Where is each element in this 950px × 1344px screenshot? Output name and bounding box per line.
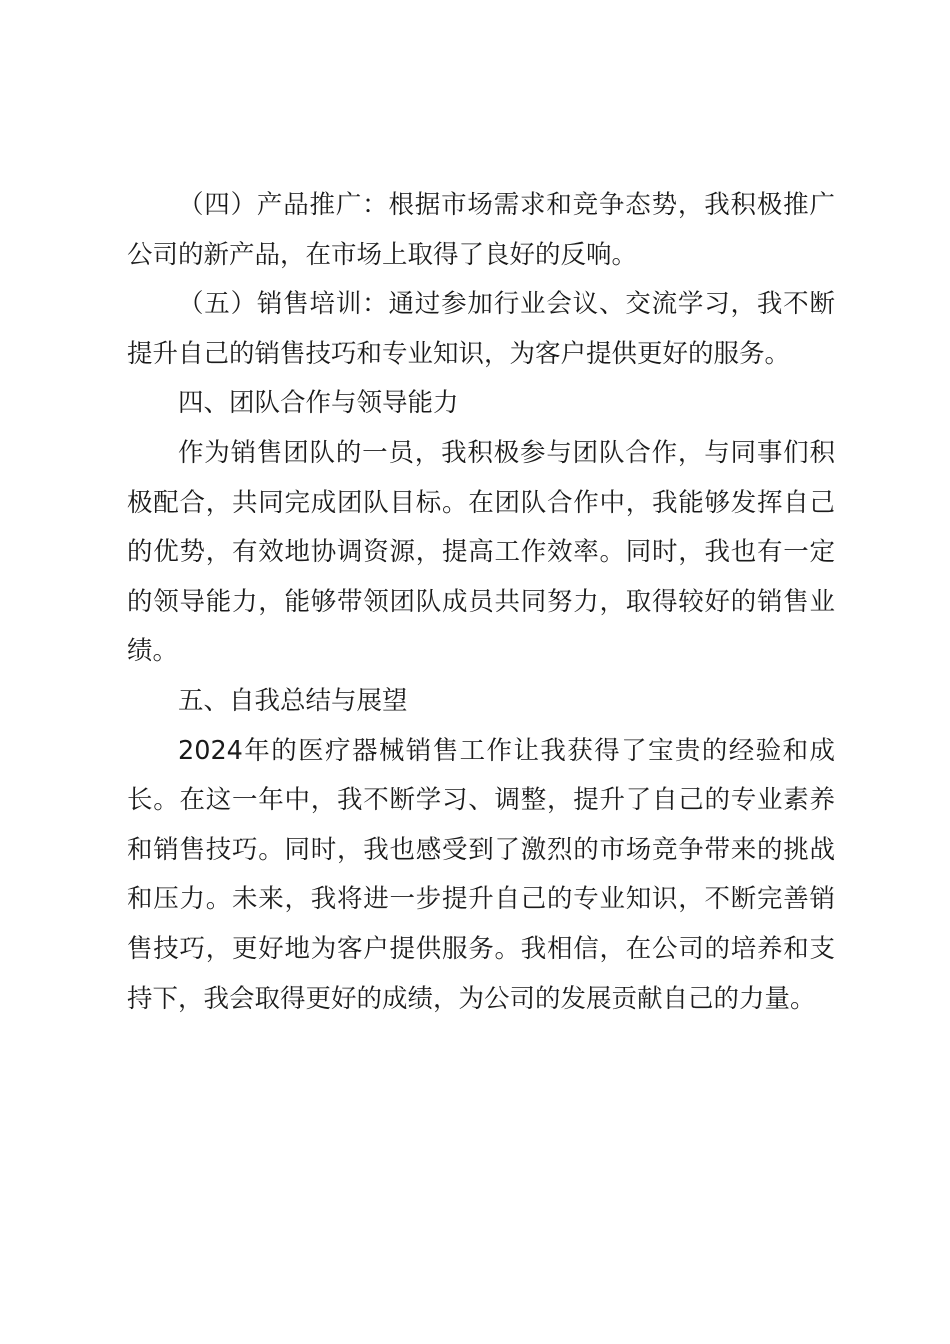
paragraph-sales-training: （五）销售培训：通过参加行业会议、交流学习，我不断提升自己的销售技巧和专业知识，为客户提供更好的服务。	[127, 289, 835, 369]
document-page	[127, 181, 835, 1024]
section-heading-summary: 五、自我总结与展望	[178, 685, 408, 716]
section-heading-teamwork: 四、团队合作与领导能力	[178, 388, 459, 419]
paragraph-product-promotion: （四）产品推广：根据市场需求和竞争态势，我积极推广公司的新产品，在市场上取得了良好的反响。	[127, 190, 835, 270]
paragraph-teamwork: 作为销售团队的一员，我积极参与团队合作，与同事们积极配合，共同完成团队目标。在团队合作中，我能够发挥自己的优势，有效地协调资源，提高工作效率。同时，我也有一定的领导能力，能够带领团队成员共同努力，取得较好的销售业绩。	[127, 437, 835, 667]
paragraph-summary: 2024年的医疗器械销售工作让我获得了宝贵的经验和成长。在这一年中，我不断学习、调整，提升了自己的专业素养和销售技巧。同时，我也感受到了激烈的市场竞争带来的挑战和压力。未来，我将进一步提升自己的专业知识，不断完善销售技巧，更好地为客户提供服务。我相信，在公司的培养和支持下，我会取得更好的成绩，为公司的发展贡献自己的力量。	[127, 735, 835, 1014]
